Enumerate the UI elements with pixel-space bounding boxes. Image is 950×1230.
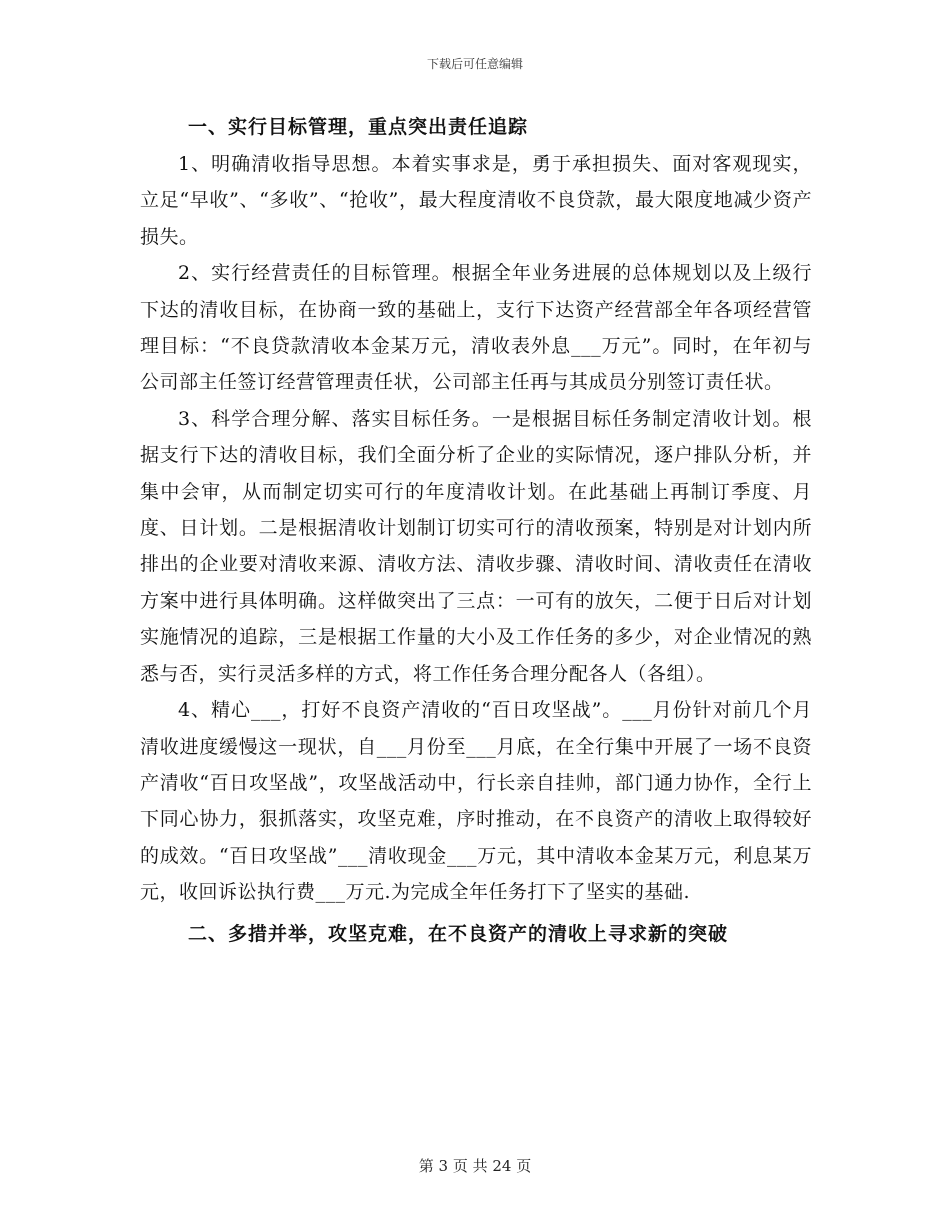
paragraph-2: 2、实行经营责任的目标管理。根据全年业务进展的总体规划以及上级行下达的清收目标，在协商一致的基础上，支行下达资产经营部全年各项经营管理目标：“不良贷款清收本金某万元，清收表外息___万元”。同时，在年初与公司部主任签订经营管理责任状，公司部主任再与其成员分别签订责任状。: [140, 262, 812, 394]
section-1-heading: 一、实行目标管理，重点突出责任追踪: [188, 116, 529, 138]
paragraph-3: 3、科学合理分解、落实目标任务。一是根据目标任务制定清收计划。根据支行下达的清收目标，我们全面分析了企业的实际情况，逐户排队分析，并集中会审，从而制定切实可行的年度清收计划。在此基础上再制订季度、月度、日计划。二是根据清收计划制订切实可行的清收预案，特别是对计划内所排出的企业要对清收来源、清收方法、清收步骤、清收时间、清收责任在清收方案中进行具体明确。这样做突出了三点：一可有的放矢，二便于日后对计划实施情况的追踪，三是根据工作量的大小及工作任务的多少，对企业情况的熟悉与否，实行灵活多样的方式，将工作任务合理分配各人（各组）。: [140, 407, 812, 685]
paragraph-1: 1、明确清收指导思想。本着实事求是，勇于承担损失、面对客观现实，立足“早收”、“多收”、“抢收”，最大程度清收不良贷款，最大限度地减少资产损失。: [140, 153, 812, 248]
page-content: [140, 110, 812, 951]
page-footer: 第 3 页 共 24 页: [418, 1157, 532, 1175]
page-header: 下载后可任意编辑: [426, 57, 523, 71]
section-2-heading: 二、多措并举，攻坚克难，在不良资产的清收上寻求新的突破: [188, 922, 729, 945]
paragraph-4: 4、精心___，打好不良资产清收的“百日攻坚战”。___月份针对前几个月清收进度缓慢这一现状，自___月份至___月底，在全行集中开展了一场不良资产清收“百日攻坚战”，攻坚战活动中，行长亲自挂帅，部门通力协作，全行上下同心协力，狠抓落实，攻坚克难，序时推动，在不良资产的清收上取得较好的成效。“百日攻坚战”___清收现金___万元，其中清收本金某万元，利息某万元，收回诉讼执行费___万元.为完成全年任务打下了坚实的基础.: [140, 699, 812, 904]
